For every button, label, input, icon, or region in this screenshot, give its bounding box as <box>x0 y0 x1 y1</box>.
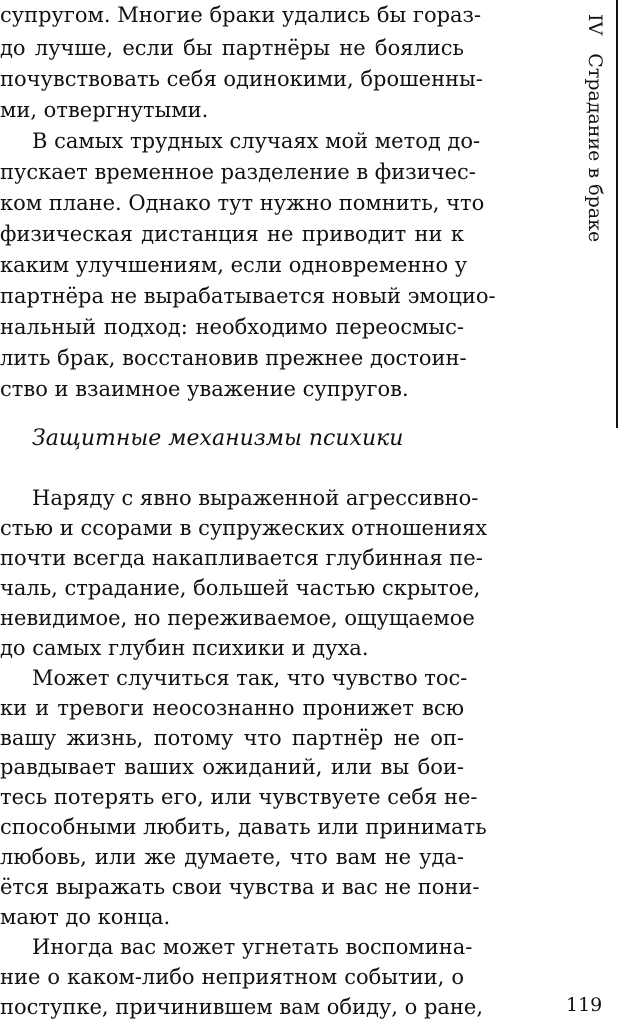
text-line: вашу жизнь, потому что партнёр не оп- <box>0 725 464 750</box>
text-line: ние о каком-либо неприятном событии, о <box>0 965 464 990</box>
text-line: лить брак, восстановив прежнее достоин- <box>0 346 467 370</box>
text-line: нальный подход: необходимо переосмыс- <box>0 315 464 339</box>
chapter-number: IV <box>584 14 606 36</box>
text-line: супругом. Многие браки удались бы гораз- <box>0 3 482 27</box>
text-line: равдывает ваших ожиданий, или вы бои- <box>0 755 464 780</box>
text-line: физическая дистанция не приводит ни к <box>0 222 464 246</box>
text-line: Наряду с явно выраженной агрессивно- <box>32 485 479 510</box>
text-line: ётся выражать свои чувства и вас не пони- <box>0 875 480 900</box>
text-line: способными любить, давать или принимать <box>0 815 487 840</box>
text-line: ство и взаимное уважение супругов. <box>0 377 409 401</box>
text-line: поступке, причинившем вам обиду, о ране, <box>0 995 484 1019</box>
text-line: каким улучшениям, если одновременно у <box>0 253 468 277</box>
running-head <box>584 14 606 242</box>
text-line: ми, отвергнутыми. <box>0 98 209 122</box>
section-heading: Защитные механизмы психики <box>32 426 404 451</box>
text-line: Может случиться так, что чувство тос- <box>32 665 468 690</box>
text-line: Иногда вас может угнетать воспомина- <box>32 935 473 960</box>
text-line: партнёра не вырабатывается новый эмоцио- <box>0 284 496 308</box>
text-line: почти всегда накапливается глубинная пе- <box>0 545 483 570</box>
text-line: невидимое, но переживаемое, ощущаемое <box>0 605 475 630</box>
margin-rule <box>616 0 618 428</box>
page-number: 119 <box>566 994 603 1016</box>
text-line: тесь потерять его, или чувствуете себя не- <box>0 785 478 810</box>
text-line: В самых трудных случаях мой метод до- <box>32 129 481 153</box>
text-line: ком плане. Однако тут нужно помнить, что <box>0 191 485 215</box>
text-line: до лучше, если бы партнёры не боялись <box>0 36 464 60</box>
text-line: мают до конца. <box>0 905 171 930</box>
text-line: любовь, или же думаете, что вам не уда- <box>0 845 464 870</box>
text-line: до самых глубин психики и духа. <box>0 635 369 660</box>
text-line: ки и тревоги неосознанно пронижет всю <box>0 695 464 720</box>
chapter-title: Страдание в браке <box>584 53 606 243</box>
text-line: почувствовать себя одинокими, брошенны- <box>0 67 483 91</box>
text-line: стью и ссорами в супружеских отношениях <box>0 515 488 540</box>
text-line: чаль, страдание, большей частью скрытое, <box>0 575 481 600</box>
text-line: пускает временное разделение в физичес- <box>0 160 476 184</box>
